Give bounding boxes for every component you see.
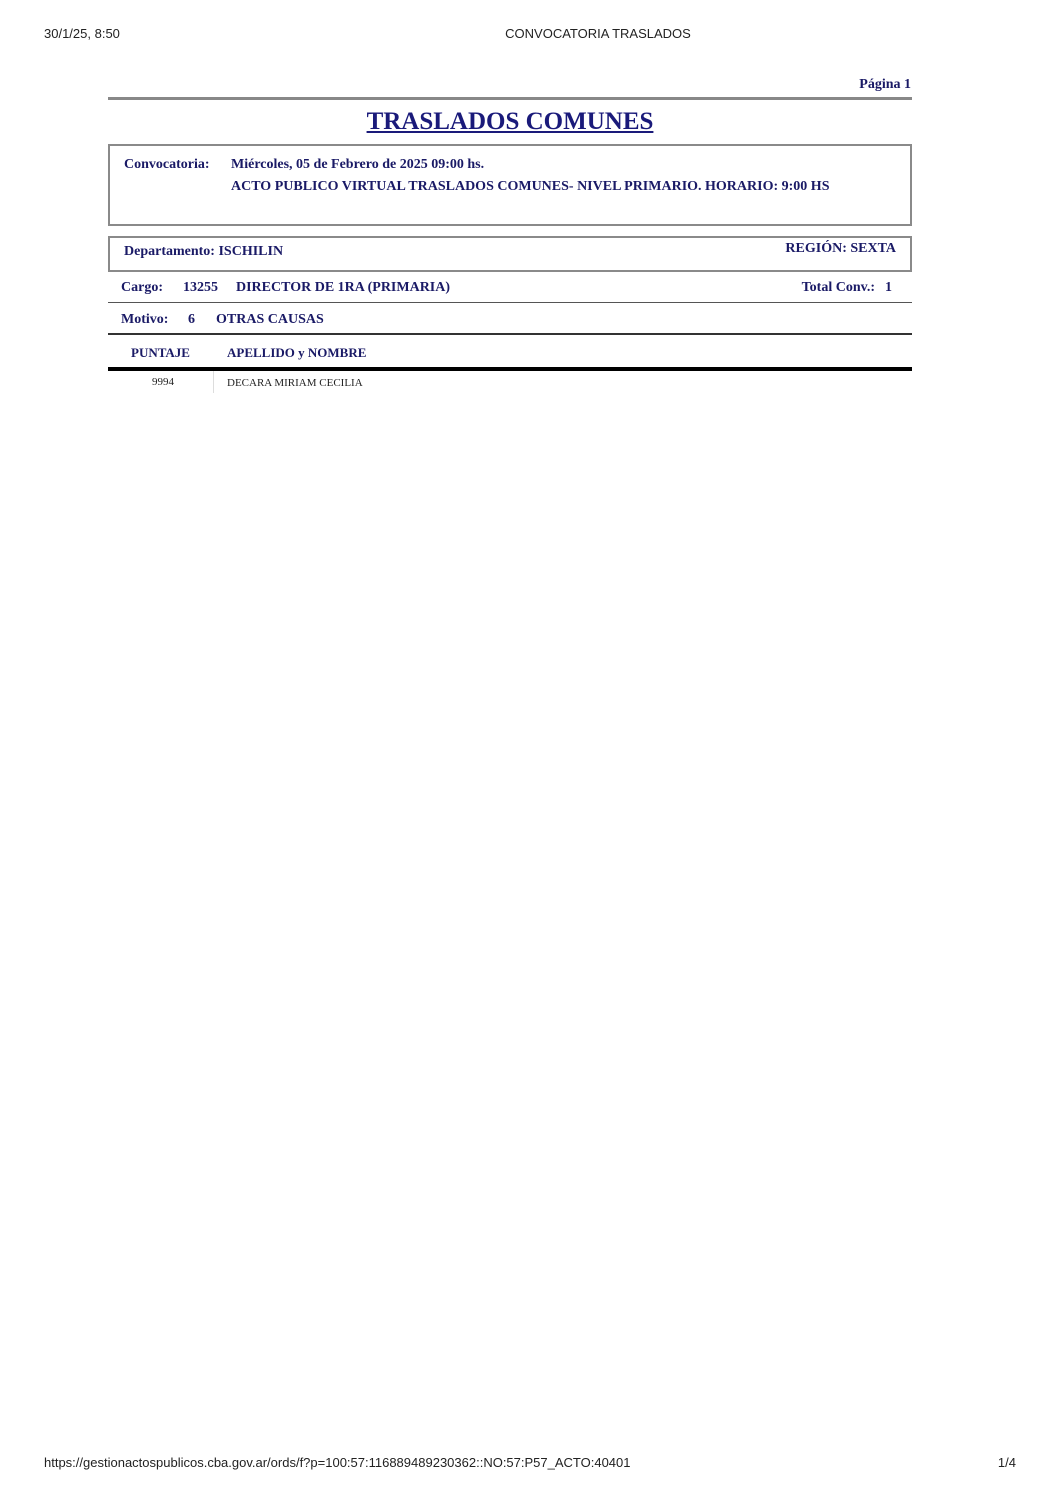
report-title: TRASLADOS COMUNES (366, 108, 654, 135)
convocatoria-details (231, 154, 892, 198)
motivo-code: 6 (188, 312, 195, 327)
print-header (0, 26, 1058, 46)
print-url: https://gestionactospublicos.cba.gov.ar/ords/f?p=100:57:116889489230362::NO:57:P57_ACTO:40401 (44, 1455, 631, 1470)
departamento-box (108, 236, 912, 272)
total-conv-value: 1 (885, 280, 892, 295)
cargo-description: DIRECTOR DE 1RA (PRIMARIA) (236, 280, 451, 295)
print-datetime: 30/1/25, 8:50 (44, 26, 120, 41)
table-header (108, 335, 912, 371)
motivo-label: Motivo: (121, 312, 169, 327)
column-header-nombre: APELLIDO y NOMBRE (227, 345, 367, 360)
motivo-description: OTRAS CAUSAS (216, 312, 324, 327)
convocatoria-label: Convocatoria: (124, 157, 210, 172)
total-conv-label: Total Conv.: (801, 280, 875, 295)
header-divider (108, 97, 912, 100)
column-header-puntaje: PUNTAJE (131, 345, 190, 360)
print-footer (0, 1455, 1058, 1475)
cell-nombre: DECARA MIRIAM CECILIA (227, 377, 363, 389)
cargo-row (108, 272, 912, 303)
convocatoria-description: ACTO PUBLICO VIRTUAL TRASLADOS COMUNES- NIVEL PRIMARIO. HORARIO: 9:00 HS (231, 179, 830, 194)
convocatoria-date: Miércoles, 05 de Febrero de 2025 09:00 hs. (231, 157, 485, 172)
motivo-row (108, 303, 912, 335)
cargo-label: Cargo: (121, 280, 163, 295)
page-number-label: Página 1 (859, 77, 911, 92)
departamento-text: Departamento: ISCHILIN (124, 244, 284, 259)
print-document-title: CONVOCATORIA TRASLADOS (505, 26, 691, 41)
region-text: REGIÓN: SEXTA (785, 241, 896, 256)
report (108, 74, 912, 393)
table-row (108, 371, 912, 393)
column-divider (213, 371, 214, 393)
convocatoria-box (108, 144, 912, 226)
cargo-code: 13255 (183, 280, 218, 295)
cell-puntaje: 9994 (152, 376, 174, 388)
print-page-count: 1/4 (997, 1455, 1016, 1470)
